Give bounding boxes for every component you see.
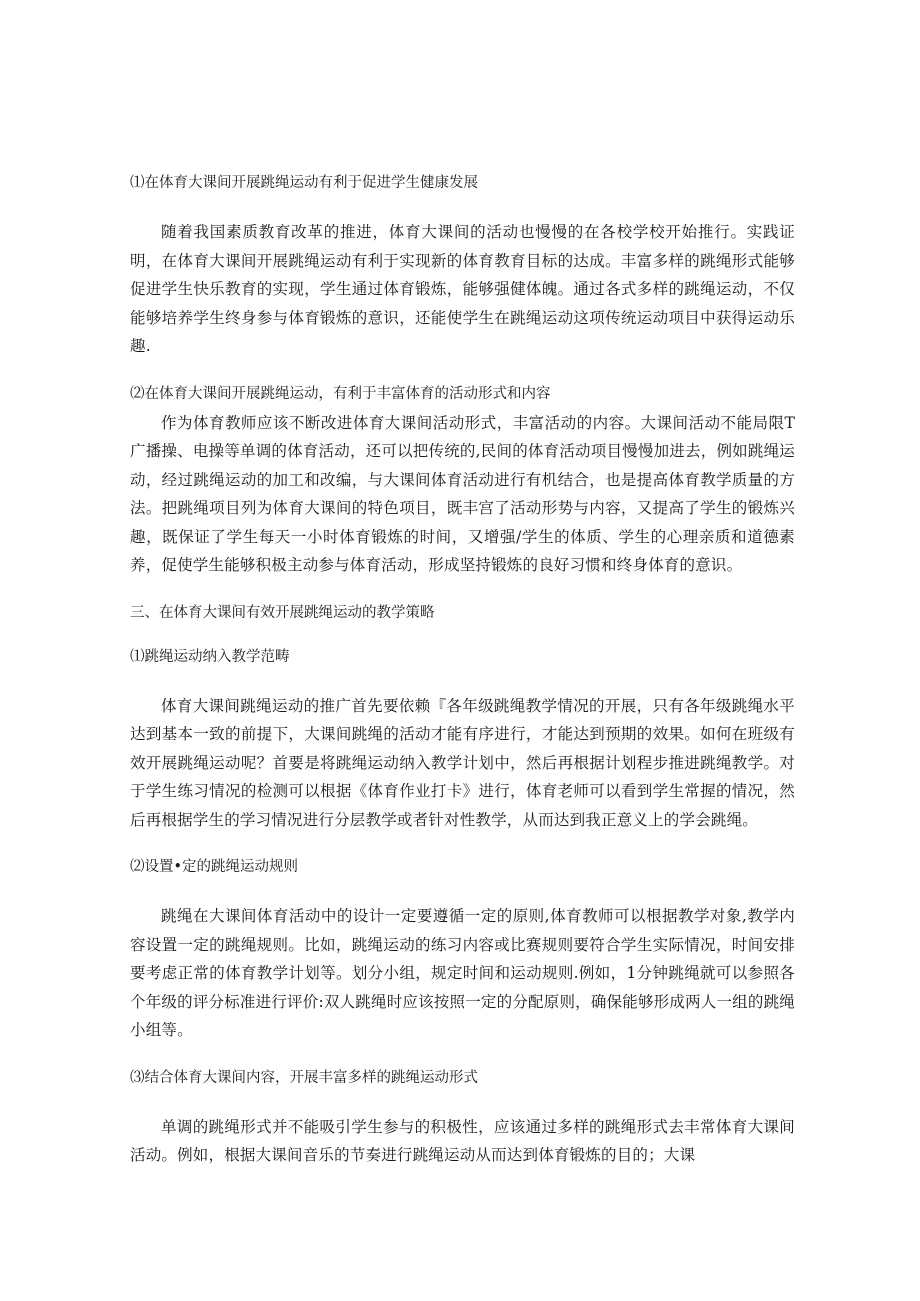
section-paragraph-3-2: 跳绳在大课间体育活动中的设计一定要遵循一定的原则,体育教师可以根据教学对象,教学内容设置一定的跳绳规则。比如，跳绳运动的练习内容或比赛规则要符合学生实际情况，时间安排要考虑正常的体育教学计划等。划分小组，规定时间和运动规则.例如，1分钟跳绳就可以参照各个年级的评分标准进行评价:双人跳绳时应该按照一定的分配原则，确保能够形成两人一组的跳绳小组等。 [130,907,795,1039]
section-heading-2: ⑵在体育大课间开展跳绳运动，有利于丰富体育的活动形式和内容 [130,385,551,402]
section-paragraph-3-3: 单调的跳绳形式并不能吸引学生参与的积极性，应该通过多样的跳绳形式去丰常体育大课间活动。例如，根据大课间音乐的节奏进行跳绳运动从而达到体育锻炼的目的；大课 [130,1117,795,1164]
section-heading-3-1: ⑴跳绳运动纳入教学范畴 [130,648,290,665]
section-heading-3-2: ⑵设置•定的跳绳运动规则 [130,859,299,875]
section-paragraph-1: 随着我国素质教育改革的推进，体育大课间的活动也慢慢的在各校学校开始推行。实践证明，在体育大课间开展跳绳运动有利于实现新的体育教育目标的达成。丰富多样的跳绳形式能够促进学生快乐教育的实现，学生通过体育锻炼，能够强健体魄。通过各式多样的跳绳运动，不仅能够培养学生终身参与体育锻炼的意识，还能使学生在跳绳运动这项传统运动项目中获得运动乐趣. [130,223,795,355]
section-paragraph-2: 作为体育教师应该不断改进体育大课间活动形式，丰富活动的内容。大课间活动不能局限T广播操、电操等单调的体育活动，还可以把传统的,民间的体育活动项目慢慢加进去，例如跳绳运动，经过跳绳运动的加工和改编，与大课间体育活动进行有机结合，也是提高体育教学质量的方法。把跳绳项目列为体育大课间的特色项目，既丰宫了活动形势与内容，又提高了学生的锻炼兴趣，既保证了学生每天一小时体育锻炼的时间，又增强/学生的体质、学生的心理亲质和道德素养，促使学生能够积极主动参与体育活动，形成坚持锻炼的良好习惯和终身体育的意识。 [130,413,795,574]
chapter-heading-3: 三、在体育大课间有效开展跳绳运动的教学策略 [130,604,435,621]
document-page [130,172,795,1170]
section-paragraph-3-1: 体育大课间跳绳运动的推广首先要依赖『各年级跳绳教学情况的开展，只有各年级跳绳水平达到基本一致的前提下，大课间跳绳的活动才能有序进行，才能达到预期的效果。如何在班级有效开展跳绳运动呢？首要是将跳绳运动纳入教学计划中，然后再根据计划程步推进跳绳教学。对于学生练习情况的检测可以根据《体育作业打卡》进行，体育老师可以看到学生常握的情况，然后再根据学生的学习情况进行分层教学或者针对性教学，从而达到我正意义上的学会跳绳。 [130,696,795,829]
section-heading-1: ⑴在体育大课间开展跳绳运动有利于促进学生健康发展 [130,175,478,191]
section-heading-3-3: ⑶结合体育大课间内容，开展丰富多样的跳绳运动形式 [130,1069,478,1086]
